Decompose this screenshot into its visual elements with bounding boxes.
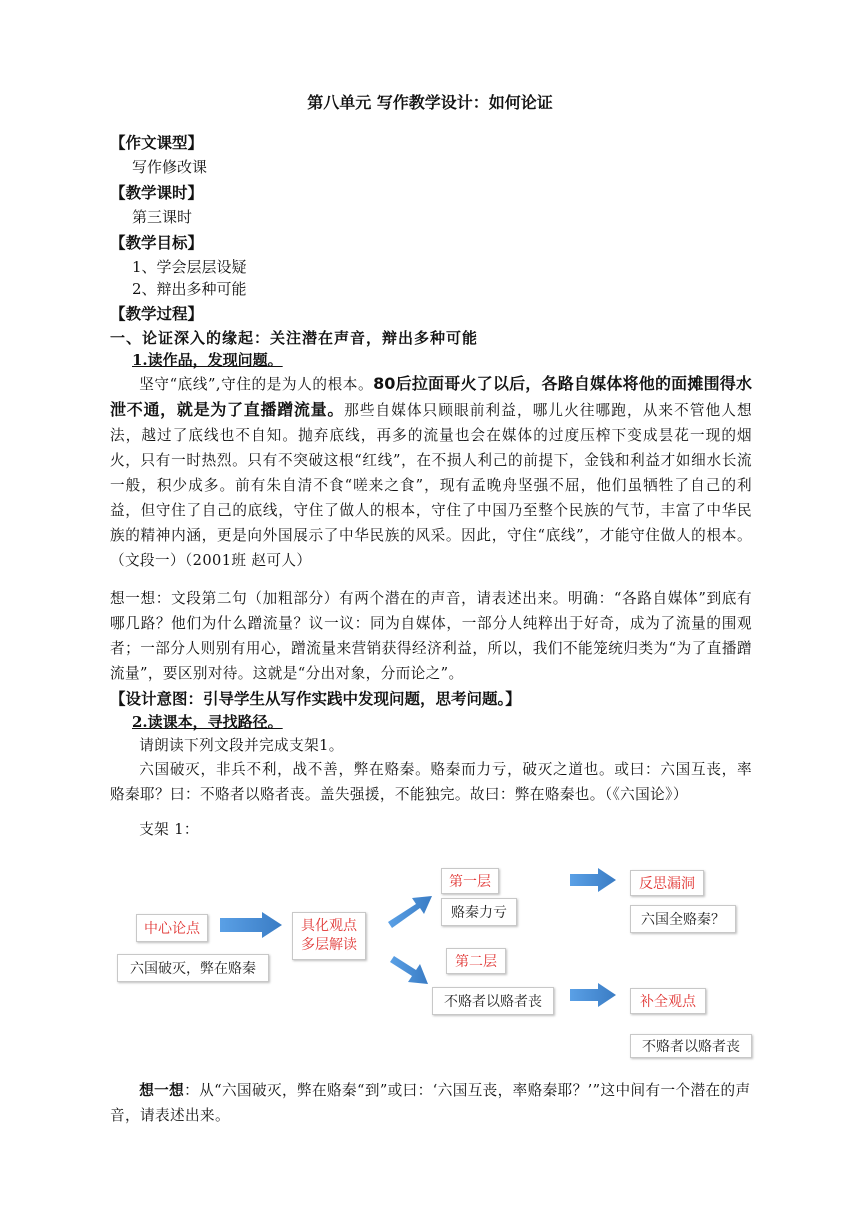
process-heading: 【教学过程】: [110, 305, 204, 323]
quote-paragraph: 六国破灭，非兵不利，战不善，弊在赂秦。赂秦而力亏，破灭之道也。或曰：六国互丧，率赂秦耶？曰：不赂者以赂者丧。盖失强援，不能独完。故曰：弊在赂秦也。（《六国论》）: [110, 761, 752, 803]
goal-item-2: 2、辩出多种可能: [132, 280, 247, 298]
essay-start: 坚守“底线”,守住的是为人的根本。: [139, 376, 374, 393]
layer1-label-box: 第一层: [441, 868, 499, 894]
concretize-box: 具化观点 多层解读: [292, 912, 366, 960]
arrow-right-icon: [220, 912, 282, 938]
final-think-label: 想一想: [139, 1082, 185, 1099]
course-type-heading: 【作文课型】: [110, 134, 204, 152]
arrow-right-icon: [570, 868, 616, 892]
design-intent: 【设计意图：引导学生从写作实践中发现问题，思考问题。】: [110, 690, 521, 708]
complete-text-box: 不赂者以赂者丧: [630, 1034, 752, 1058]
arrow-right-icon: [570, 983, 616, 1007]
layer1-text-box: 赂秦力亏: [441, 898, 517, 926]
lesson-heading: 【教学课时】: [110, 184, 204, 202]
scaffold-label: 支架 1：: [139, 821, 199, 838]
layer2-text-box: 不赂者以赂者丧: [432, 987, 554, 1015]
think-paragraph: 想一想：文段第二句（加粗部分）有两个潜在的声音，请表述出来。明确：“各路自媒体”到底有哪几路？他们为什么蹭流量？议一议：同为自媒体，一部分人纯粹出于好奇，成为了流量的围观者；一部分人则别有用心，蹭流量来营销获得经济利益，所以，我们不能笼统归类为“为了直播蹭流量”，要区别对待。这就是“分出对象，分而论之”。: [110, 590, 752, 682]
lesson-value: 第三课时: [132, 208, 193, 226]
course-type-value: 写作修改课: [132, 158, 208, 176]
page-title: 第八单元 写作教学设计：如何论证: [307, 93, 553, 112]
goal-item-1: 1、学会层层设疑: [132, 258, 247, 276]
final-think-paragraph: [110, 1078, 752, 1128]
arrow-down-right-icon: [390, 956, 428, 984]
thesis-text-box: 六国破灭，弊在赂秦: [117, 954, 269, 982]
essay-rest: 那些自媒体只顾眼前利益，哪儿火往哪跑，从来不管他人想法，越过了底线也不自知。抛弃底线，再多的流量也会在媒体的过度压榨下变成昙花一现的烟火，只有一时热烈。只有不突破这根“红线”，在不损人利己的前提下，金钱和利益才如细水长流一般，积少成多。前有朱自清不食“嗟来之食”，现有孟晚舟坚强不屈，他们虽牺牲了自己的利益，但守住了自己的底线，守住了做人的根本，守住了中国乃至整个民族的气节，丰富了中华民族的精神内涵，更是向外国展示了中华民族的风采。因此，守住“底线”，才能守住做人的根本。（文段一）（2001班 赵可人）: [110, 402, 752, 569]
layer2-label-box: 第二层: [446, 948, 506, 974]
reflect-label-box: 反思漏洞: [630, 870, 704, 896]
goals-heading: 【教学目标】: [110, 234, 204, 252]
step2-heading: 2.读课本，寻找路径。: [132, 713, 283, 731]
arrow-up-right-icon: [388, 896, 432, 928]
step1-heading: 1.读作品，发现问题。: [132, 351, 283, 369]
instruction-line: 请朗读下列文段并完成支架1。: [139, 737, 344, 754]
reflect-text-box: 六国全赂秦？: [630, 905, 736, 933]
essay-paragraph: [110, 371, 752, 573]
part1-heading: 一、论证深入的缘起：关注潜在声音，辩出多种可能: [110, 329, 479, 347]
essay-bold-sentence: 80后拉面哥火了以后，各路自媒体将他的面摊围得水泄不通，就是为了直播蹭流量。: [110, 374, 752, 419]
final-think-text: ：从“六国破灭，弊在赂秦“到”或曰：‘六国互丧，率赂秦耶？’”这中间有一个潜在的声音，请表述出来。: [110, 1082, 751, 1124]
complete-label-box: 补全观点: [630, 988, 706, 1014]
center-thesis-box: 中心论点: [136, 914, 208, 942]
